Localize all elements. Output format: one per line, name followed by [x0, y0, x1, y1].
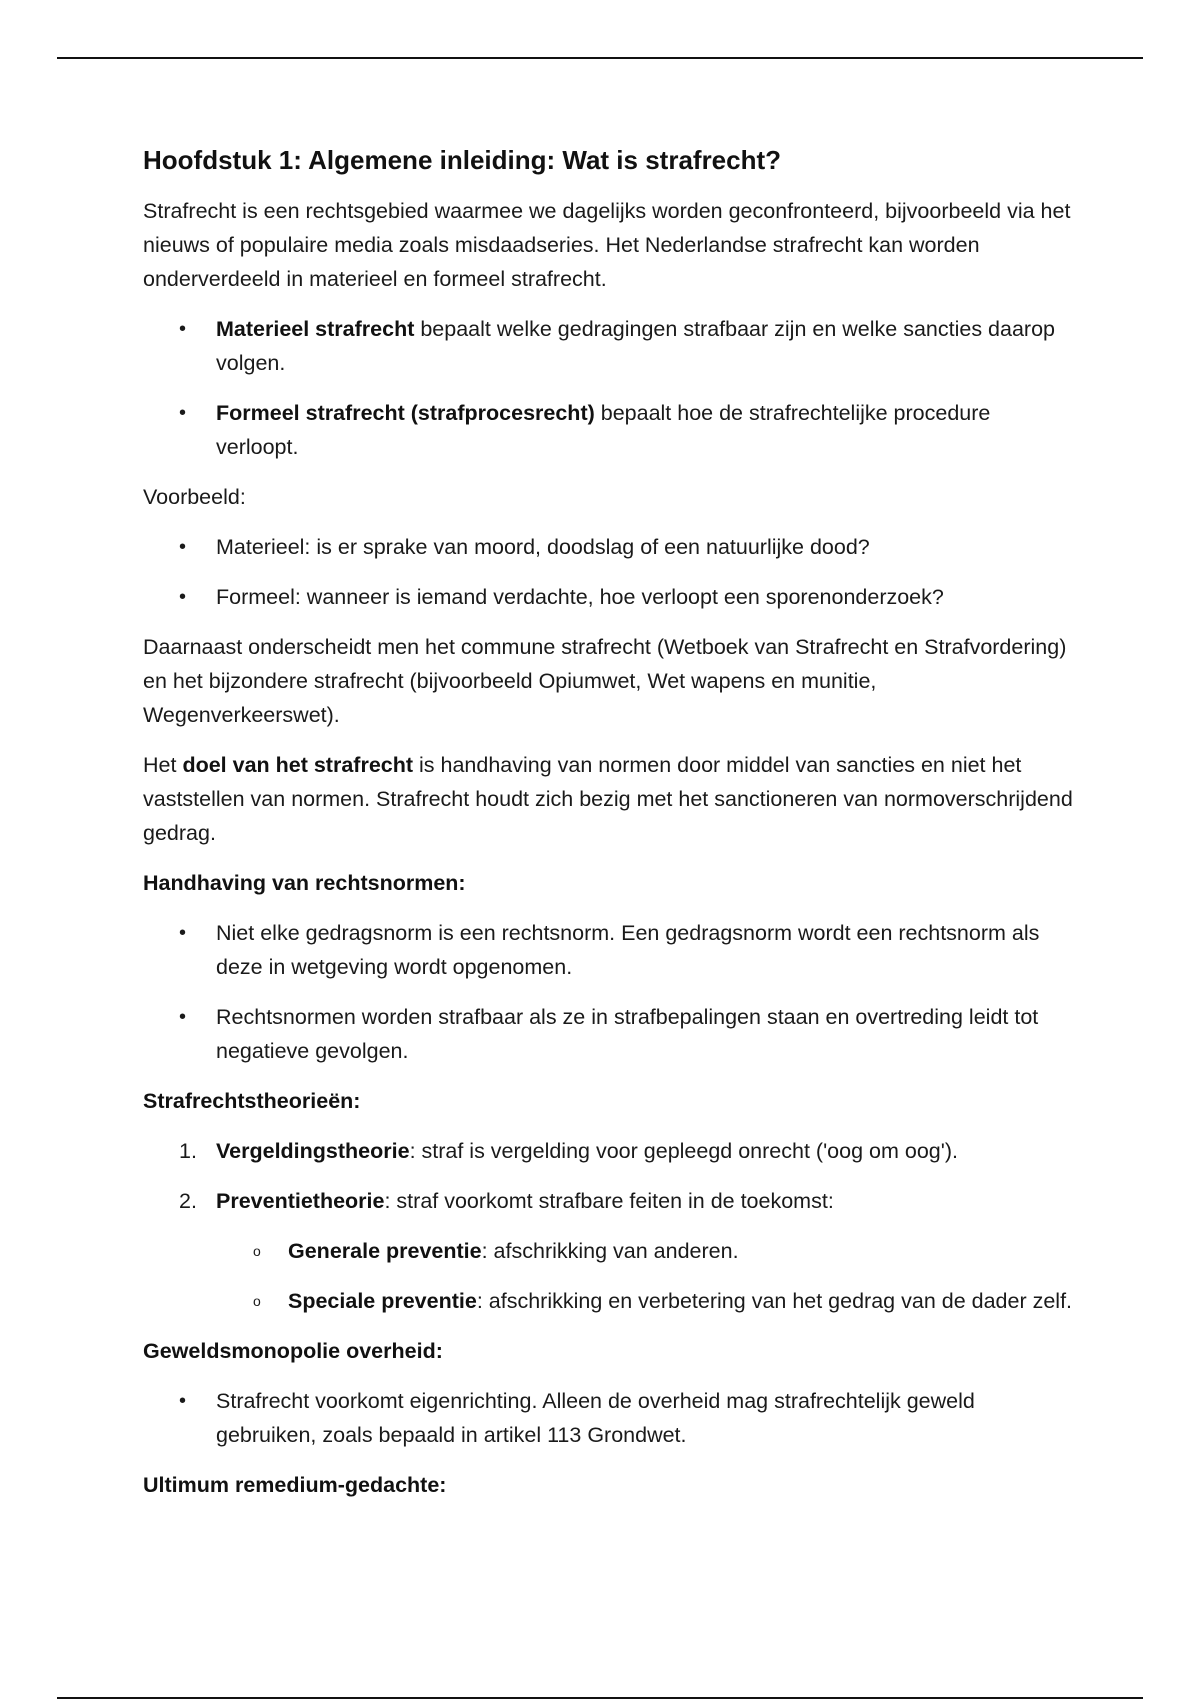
doel-pre: Het	[143, 753, 183, 777]
example-text: Materieel: is er sprake van moord, doodslag of een natuurlijke dood?	[216, 535, 870, 559]
handhaving-text: Rechtsnormen worden strafbaar als ze in strafbepalingen staan en overtreding leidt tot negatieve gevolgen.	[216, 1005, 1039, 1063]
handhaving-text: Niet elke gedragsnorm is een rechtsnorm. Een gedragsnorm wordt een rechtsnorm als deze in wetgeving wordt opgenomen.	[216, 921, 1040, 979]
theorieen-heading: Strafrechtstheorieën:	[143, 1089, 361, 1113]
term-bold: Formeel strafrecht (strafprocesrecht)	[216, 401, 595, 425]
geweld-heading: Geweldsmonopolie overheid:	[143, 1339, 443, 1363]
term-bold: Materieel strafrecht	[216, 317, 415, 341]
ultimum-heading: Ultimum remedium-gedachte:	[143, 1473, 447, 1497]
term-text: bepaalt hoe de strafrechtelijke procedure verloopt.	[216, 401, 991, 459]
bullet-icon: •	[179, 318, 187, 340]
theory-text: : straf voorkomt strafbare feiten in de toekomst:	[384, 1189, 834, 1213]
doel-paragraph	[143, 748, 1073, 850]
list-number: 1.	[179, 1139, 197, 1163]
theory-bold: Preventietheorie	[216, 1189, 385, 1213]
theorieen-list	[143, 1134, 1073, 1318]
bullet-icon: •	[179, 586, 187, 608]
prevention-bold: Speciale preventie	[288, 1289, 477, 1313]
circle-bullet-icon: o	[253, 1293, 261, 1309]
examples-list	[143, 530, 1073, 614]
list-item	[143, 1134, 1073, 1168]
handhaving-list	[143, 916, 1073, 1068]
example-text: Formeel: wanneer is iemand verdachte, hoe verloopt een sporenonderzoek?	[216, 585, 944, 609]
commune-paragraph: Daarnaast onderscheidt men het commune strafrecht (Wetboek van Strafrecht en Strafvordering) en het bijzondere strafrecht (bijvoorbeeld Opiumwet, Wet wapens en munitie, Wegenverkeerswet).	[143, 635, 1067, 727]
geweld-list	[143, 1384, 1073, 1452]
list-item	[143, 1184, 1073, 1218]
geweld-text: Strafrecht voorkomt eigenrichting. Alleen de overheid mag strafrechtelijk geweld gebruiken, zoals bepaald in artikel 113 Grondwet.	[216, 1389, 975, 1447]
list-item	[143, 530, 1073, 564]
list-item	[143, 916, 1073, 984]
types-list	[143, 312, 1073, 464]
bullet-icon: •	[179, 1006, 187, 1028]
circle-bullet-icon: o	[253, 1243, 261, 1259]
list-item	[143, 580, 1073, 614]
handhaving-heading: Handhaving van rechtsnormen:	[143, 871, 466, 895]
doel-bold: doel van het strafrecht	[182, 753, 414, 777]
bottom-rule	[57, 1697, 1143, 1699]
list-item	[143, 1384, 1073, 1452]
theory-bold: Vergeldingstheorie	[216, 1139, 410, 1163]
bullet-icon: •	[179, 1390, 187, 1412]
bullet-icon: •	[179, 402, 187, 424]
list-item	[143, 1000, 1073, 1068]
doel-post: is handhaving van normen door middel van sancties en niet het vaststellen van normen. Strafrecht houdt zich bezig met het sanctioneren van normoverschrijdend gedrag.	[143, 753, 1073, 845]
top-rule	[57, 57, 1143, 59]
example-label: Voorbeeld:	[143, 485, 246, 509]
theory-text: : straf is vergelding voor gepleegd onrecht ('oog om oog').	[409, 1139, 958, 1163]
bullet-icon: •	[179, 922, 187, 944]
document-body	[143, 140, 1073, 1518]
prevention-text: : afschrikking van anderen.	[481, 1239, 739, 1263]
intro-paragraph: Strafrecht is een rechtsgebied waarmee we dagelijks worden geconfronteerd, bijvoorbeeld via het nieuws of populaire media zoals misdaadseries. Het Nederlandse strafrecht kan worden onderverdeeld in materieel en formeel strafrecht.	[143, 199, 1071, 291]
prevention-bold: Generale preventie	[288, 1239, 482, 1263]
bullet-icon: •	[179, 536, 187, 558]
list-item	[143, 396, 1073, 464]
sub-list-item	[143, 1234, 1073, 1268]
prevention-text: : afschrikking en verbetering van het gedrag van de dader zelf.	[476, 1289, 1073, 1313]
list-number: 2.	[179, 1189, 197, 1213]
sub-list-item	[143, 1284, 1073, 1318]
term-text: bepaalt welke gedragingen strafbaar zijn en welke sancties daarop volgen.	[216, 317, 1055, 375]
chapter-heading: Hoofdstuk 1: Algemene inleiding: Wat is strafrecht?	[143, 145, 782, 175]
list-item	[143, 312, 1073, 380]
